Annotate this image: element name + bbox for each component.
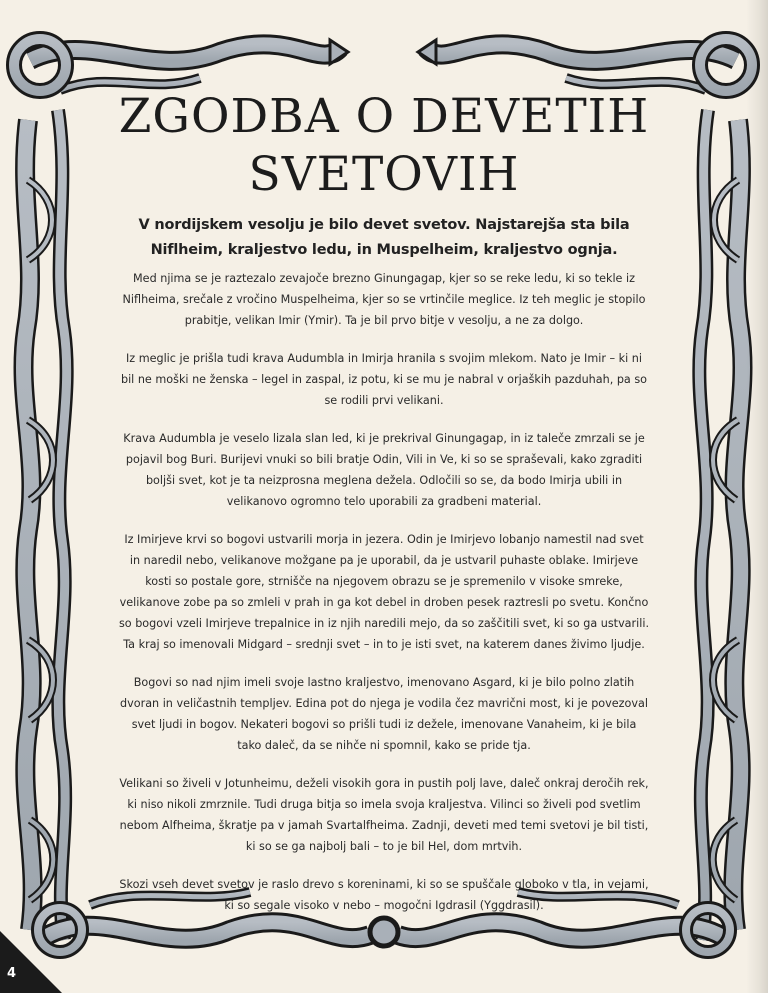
paragraph-asgard: Bogovi so nad njim imeli svoje lastno kraljestvo, imenovano Asgard, ki je bilo polno zlatih dvoran in veličastnih templjev. Edina pot do njega je vodila čez mavrični most, ki je povezoval svet ljudi in bogov. Nekateri bogovi so prišli tudi iz dežele, imenovane Vanaheim, ki je bila tako daleč, da se nihče ni spomnil, kako se pride tja. (120, 676, 648, 752)
page-gutter-shadow (746, 0, 768, 993)
top-border-band (14, 39, 752, 91)
right-border-band (699, 110, 742, 940)
left-border-band (23, 110, 66, 940)
paragraph-midgard: Iz Imirjeve krvi so bogovi ustvarili morja in jezera. Odin je Imirjevo lobanjo namestil nad svet in naredil nebo, velikanove možgane pa je uporabil, da je ustvaril puhaste oblake. Imirjeve kosti so postale gore, strnišče na njegovem obrazu se je spremenilo v visoke smreke, velikanove zobe pa so zmleli v prah in ga kot debel in droben pesek raztresli po svetu. Končno so bogovi vzeli Imirjeve trepalnice in iz njih naredili mejo, da so zaščitili svet, ki so ga ustvarili. Ta kraj so imenovali Midgard – srednji svet – in to je isti svet, na katerem danes živimo ljudje. (118, 533, 650, 651)
page-title-line-2: SVETOVIH (248, 147, 520, 202)
page-corner-marker (0, 931, 62, 993)
intro-paragraph: V nordijskem vesolju je bilo devet svetov. Najstarejša sta bila Niflheim, kraljestvo ledu, in Muspelheim, kraljestvo ognja. (138, 217, 630, 258)
page-title-line-1: ZGODBA O DEVETIH (118, 89, 650, 144)
page-number: 4 (7, 966, 17, 981)
story-body (118, 268, 650, 933)
paragraph-ginungagap: Med njima se je raztezalo zevajoče brezno Ginungagap, kjer so se reke ledu, ki so tekle iz Niflheima, srečale z vročino Muspelheima, kjer so se vrtinčile meglice. Iz teh meglic je stopilo prabitje, velikan Imir (Ymir). Ta je bil prvo bitje v vesolju, a ne za dolgo. (122, 272, 646, 327)
paragraph-buri: Krava Audumbla je veselo lizala slan led, ki je prekrival Ginungagap, in iz taleče zmrzali se je pojavil bog Buri. Burijevi vnuki so bili bratje Odin, Vili in Ve, ki so se spraševali, kako zgraditi boljši svet, kot je ta neizprosna meglena dežela. Odločili so se, da bodo Imirja ubili in velikanovo ogromno telo uporabili za gradbeni material. (123, 432, 645, 508)
paragraph-jotunheim: Velikani so živeli v Jotunheimu, deželi visokih gora in pustih polj lave, daleč onkraj deročih rek, ki niso nikoli zmrznile. Tudi druga bitja so imela svoja kraljestva. Vilinci so živeli pod svetlim nebom Alfheima, škratje pa v jamah Svartalfheima. Zadnji, deveti med temi svetovi je bil tisti, ki so se ga najbolj bali – to je bil Hel, dom mrtvih. (119, 777, 649, 853)
paragraph-audumbla: Iz meglic je prišla tudi krava Audumbla in Imirja hranila s svojim mlekom. Nato je Imir – ki ni bil ne moški ne ženska – legel in zaspal, iz potu, ki se mu je nabral v orjaških pazduhah, pa so se rodili prvi velikani. (120, 352, 648, 407)
paragraph-yggdrasil: Skozi vseh devet svetov je raslo drevo s koreninami, ki so se spuščale globoko v tla, in vejami, ki so segale visoko v nebo – mogočni Igdrasil (Yggdrasil). (119, 878, 649, 912)
page-title (100, 88, 668, 204)
